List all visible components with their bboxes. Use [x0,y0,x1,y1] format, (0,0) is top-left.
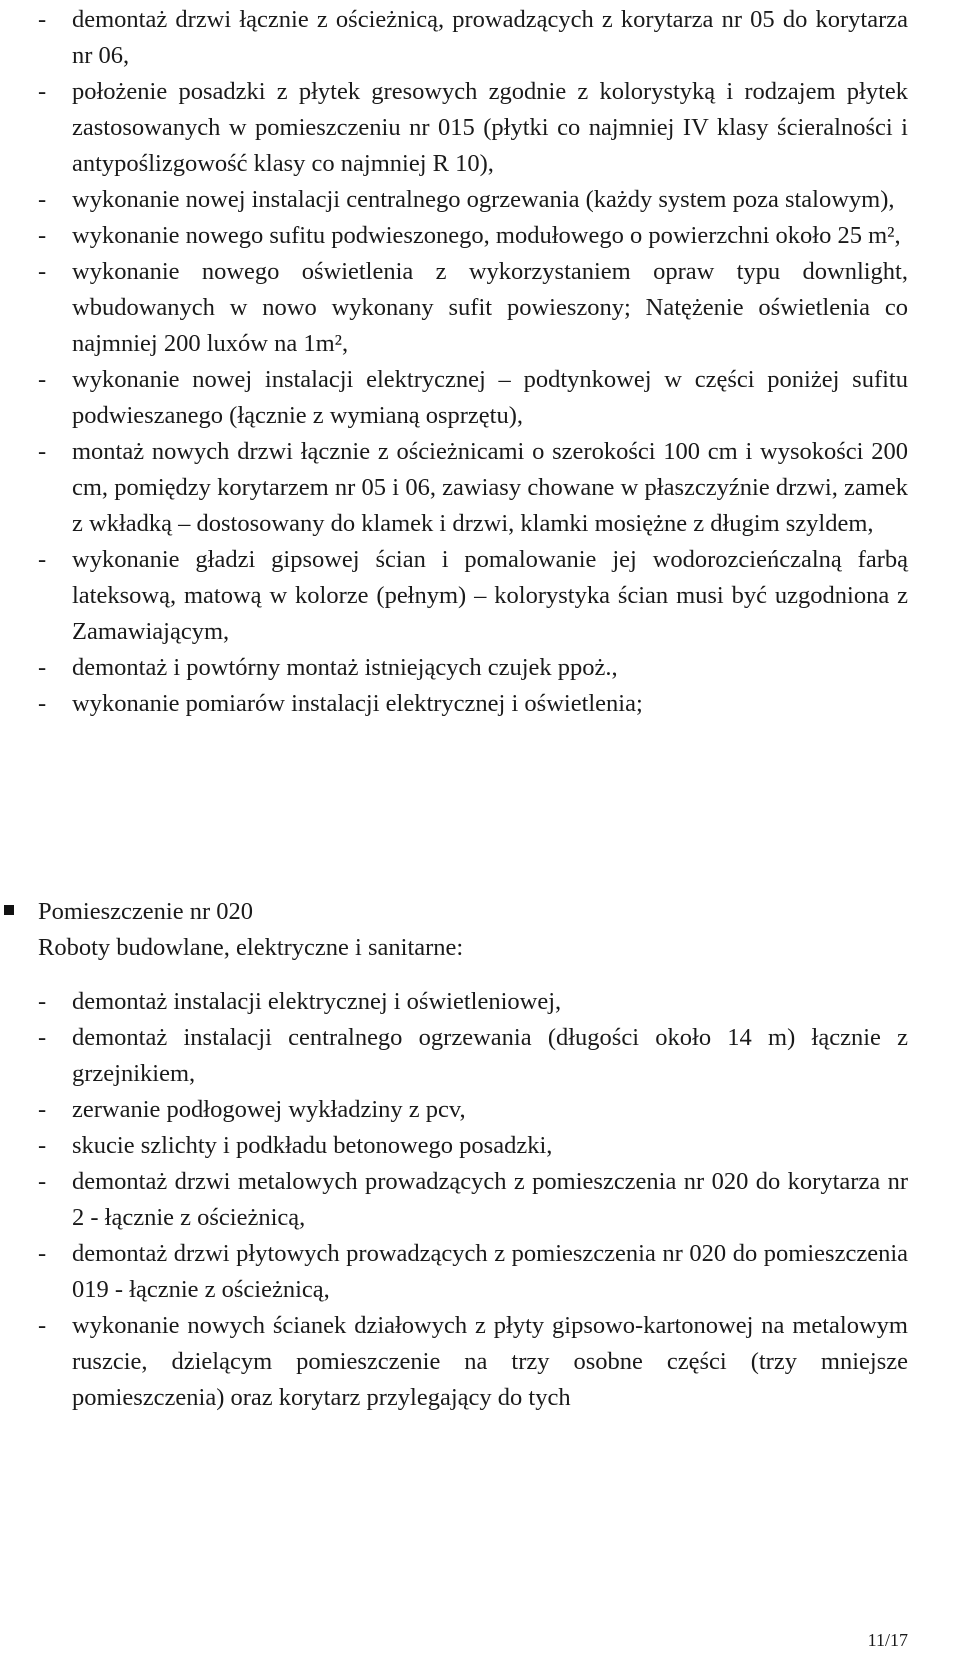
list-dash: - [38,438,47,465]
list-item-text: wykonanie nowej instalacji elektrycznej – podtynkowej w części poniżej sufitu podwieszanego (łącznie z wymianą osprzętu), [72,366,908,429]
list-dash: - [38,1240,47,1267]
list-item-text: wykonanie nowej instalacji centralnego ogrzewania (każdy system poza stalowym), [72,186,895,213]
list-item [38,362,908,434]
list-item [38,1020,908,1092]
list-dash: - [38,222,47,249]
list-item-text: wykonanie nowych ścianek działowych z płyty gipsowo-kartonowej na metalowym ruszcie, dzielącym pomieszczenie na trzy osobne części (trzy mniejsze pomieszczenia) oraz korytarz przylegający do tych [72,1312,908,1411]
list-item [38,650,908,686]
list-item [38,218,908,254]
list-item [38,74,908,182]
list-item-text: demontaż drzwi metalowych prowadzących z pomieszczenia nr 020 do korytarza nr 2 - łącznie z ościeżnicą, [72,1168,908,1231]
list-dash: - [38,988,47,1015]
list-item-text: demontaż drzwi płytowych prowadzących z pomieszczenia nr 020 do pomieszczenia 019 - łącznie z ościeżnicą, [72,1240,908,1303]
list-item [38,1128,908,1164]
list-item [38,1164,908,1236]
list-item [38,1308,908,1416]
list-dash: - [38,6,47,33]
section-title: Pomieszczenie nr 020 [38,898,253,925]
list-dash: - [38,78,47,105]
square-bullet-icon [4,905,14,915]
list-item-text: wykonanie gładzi gipsowej ścian i pomalowanie jej wodorozcieńczalną farbą lateksową, matową w kolorze (pełnym) – kolorystyka ścian musi być uzgodniona z Zamawiającym, [72,546,908,645]
list-item [38,1092,908,1128]
list-item-text: montaż nowych drzwi łącznie z ościeżnicami o szerokości 100 cm i wysokości 200 cm, pomiędzy korytarzem nr 05 i 06, zawiasy chowane w płaszczyźnie drzwi, zamek z wkładką – dostosowany do klamek i drzwi, klamki mosiężne z długim szyldem, [72,438,908,537]
page-number: 11/17 [867,1630,908,1650]
list-item [38,542,908,650]
list-item-text: demontaż instalacji elektrycznej i oświetleniowej, [72,988,562,1015]
list-dash: - [38,690,47,717]
list-dash: - [38,1096,47,1123]
list-item-text: wykonanie pomiarów instalacji elektrycznej i oświetlenia; [72,690,643,717]
list-item [38,434,908,542]
work-list-room-020 [38,984,908,1416]
list-item [38,2,908,74]
list-dash: - [38,1024,47,1051]
list-item-text: wykonanie nowego oświetlenia z wykorzystaniem opraw typu downlight, wbudowanych w nowo wykonany sufit powieszony; Natężenie oświetlenia co najmniej 200 luxów na 1m², [72,258,908,357]
section-subtitle: Roboty budowlane, elektryczne i sanitarne: [38,934,464,961]
list-item-text: demontaż i powtórny montaż istniejących czujek ppoż., [72,654,618,681]
list-item [38,984,908,1020]
list-dash: - [38,654,47,681]
list-item-text: położenie posadzki z płytek gresowych zgodnie z kolorystyką i rodzajem płytek zastosowanych w pomieszczeniu nr 015 (płytki co najmniej IV klasy ścieralności i antypoślizgowość klasy co najmniej R 10), [72,78,908,177]
list-dash: - [38,1132,47,1159]
list-dash: - [38,366,47,393]
list-item-text: zerwanie podłogowej wykładziny z pcv, [72,1096,466,1123]
list-dash: - [38,186,47,213]
list-item-text: wykonanie nowego sufitu podwieszonego, modułowego o powierzchni około 25 m², [72,222,901,249]
list-item-text: skucie szlichty i podkładu betonowego posadzki, [72,1132,553,1159]
list-dash: - [38,546,47,573]
list-item-text: demontaż drzwi łącznie z ościeżnicą, prowadzących z korytarza nr 05 do korytarza nr 06, [72,6,908,69]
work-list-corridor [38,2,908,722]
list-item [38,254,908,362]
list-dash: - [38,258,47,285]
list-item [38,686,908,722]
list-item-text: demontaż instalacji centralnego ogrzewania (długości około 14 m) łącznie z grzejnikiem, [72,1024,908,1087]
list-item [38,182,908,218]
list-item [38,1236,908,1308]
list-dash: - [38,1312,47,1339]
list-dash: - [38,1168,47,1195]
